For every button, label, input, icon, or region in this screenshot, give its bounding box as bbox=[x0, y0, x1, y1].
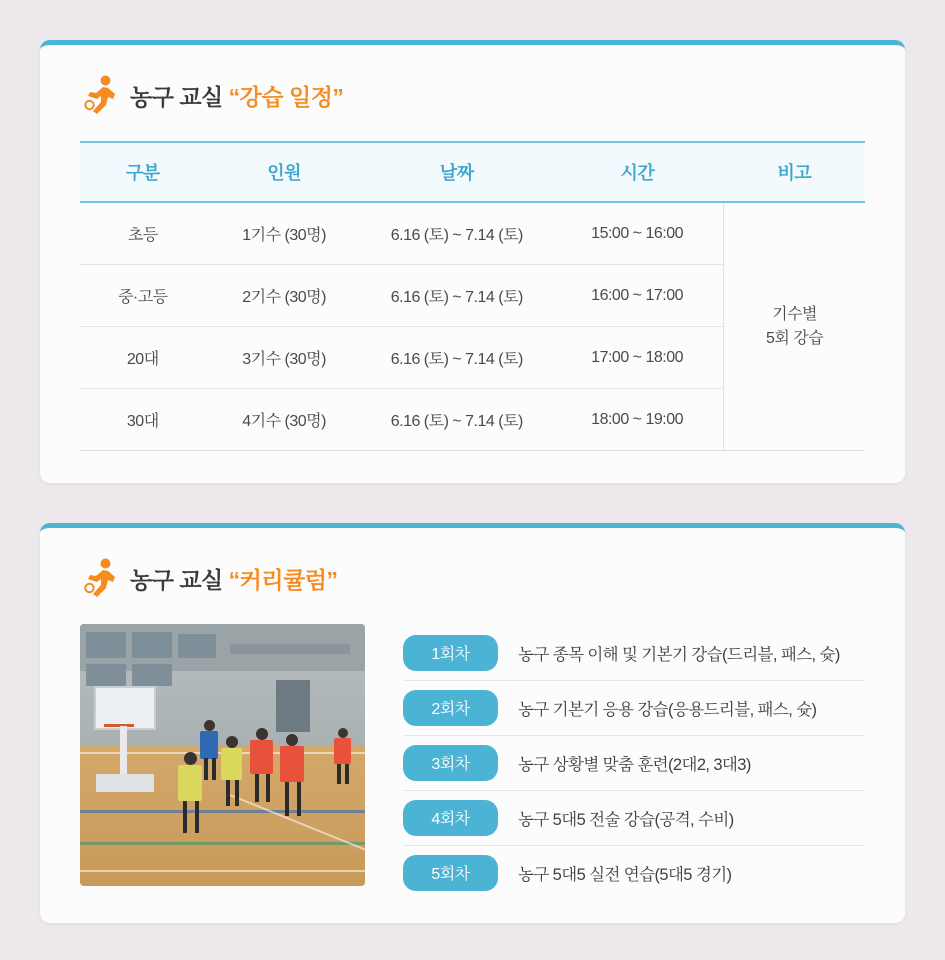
player-leg bbox=[345, 764, 349, 784]
column-header-count: 인원 bbox=[206, 142, 363, 202]
session-badge: 5회차 bbox=[403, 855, 498, 891]
court-line-green bbox=[80, 842, 365, 845]
hoop-base bbox=[96, 774, 154, 792]
cell-date: 6.16 (토) ~ 7.14 (토) bbox=[363, 389, 551, 451]
cell-time: 15:00 ~ 16:00 bbox=[551, 202, 724, 265]
gym-window bbox=[178, 634, 216, 658]
gym-window bbox=[132, 664, 172, 686]
player-body bbox=[200, 731, 218, 759]
gym-window bbox=[132, 632, 172, 658]
session-badge: 1회차 bbox=[403, 635, 498, 671]
player-head bbox=[184, 752, 197, 765]
player-leg bbox=[195, 801, 199, 833]
player-body bbox=[280, 746, 304, 782]
cell-group: 중·고등 bbox=[80, 265, 206, 327]
player-body bbox=[250, 740, 273, 774]
table-row bbox=[80, 202, 865, 265]
list-item bbox=[403, 846, 865, 900]
gym-photo bbox=[80, 624, 365, 886]
session-description: 농구 5대5 전술 강습(공격, 수비) bbox=[518, 811, 734, 829]
list-item bbox=[403, 736, 865, 791]
court-line bbox=[80, 870, 365, 872]
player-head bbox=[204, 720, 215, 731]
court-line-blue bbox=[80, 810, 365, 813]
session-badge: 3회차 bbox=[403, 745, 498, 781]
schedule-title-plain: 농구 교실 bbox=[130, 83, 223, 110]
player-leg bbox=[212, 758, 216, 780]
cell-group: 20대 bbox=[80, 327, 206, 389]
basketball-player-icon bbox=[84, 75, 118, 115]
column-header-remark: 비고 bbox=[724, 142, 865, 202]
curriculum-title bbox=[130, 562, 338, 595]
column-header-date: 날짜 bbox=[363, 142, 551, 202]
cell-time: 17:00 ~ 18:00 bbox=[551, 327, 724, 389]
schedule-title-quoted: “강습 일정” bbox=[228, 83, 344, 110]
gym-window bbox=[86, 664, 126, 686]
list-item bbox=[403, 626, 865, 681]
cell-count: 1기수 (30명) bbox=[206, 202, 363, 265]
cell-count: 3기수 (30명) bbox=[206, 327, 363, 389]
curriculum-title-quoted: “커리큘럼” bbox=[228, 566, 338, 593]
session-badge: 2회차 bbox=[403, 690, 498, 726]
cell-date: 6.16 (토) ~ 7.14 (토) bbox=[363, 265, 551, 327]
cell-date: 6.16 (토) ~ 7.14 (토) bbox=[363, 327, 551, 389]
remark-line-1: 기수별 bbox=[772, 305, 818, 323]
cell-group: 초등 bbox=[80, 202, 206, 265]
gym-banner bbox=[230, 644, 350, 654]
schedule-table bbox=[80, 141, 865, 451]
player-head bbox=[256, 728, 268, 740]
player-body bbox=[334, 738, 351, 764]
session-badge: 4회차 bbox=[403, 800, 498, 836]
player-leg bbox=[235, 780, 239, 806]
curriculum-content bbox=[80, 624, 865, 900]
player-leg bbox=[285, 782, 289, 816]
rim bbox=[104, 724, 134, 727]
player-leg bbox=[183, 801, 187, 833]
column-header-group: 구분 bbox=[80, 142, 206, 202]
curriculum-title-plain: 농구 교실 bbox=[130, 566, 223, 593]
curriculum-card bbox=[40, 523, 905, 923]
curriculum-list bbox=[403, 624, 865, 900]
list-item bbox=[403, 681, 865, 736]
basketball-player-icon bbox=[84, 558, 118, 598]
player-head bbox=[286, 734, 298, 746]
player-head bbox=[338, 728, 348, 738]
cell-remark bbox=[724, 202, 865, 451]
session-description: 농구 종목 이해 및 기본기 강습(드리블, 패스, 슛) bbox=[518, 646, 840, 664]
remark-line-2: 5회 강습 bbox=[765, 329, 824, 347]
session-description: 농구 기본기 응용 강습(응용드리블, 패스, 슛) bbox=[518, 701, 817, 719]
player-head bbox=[226, 736, 238, 748]
list-item bbox=[403, 791, 865, 846]
player-body bbox=[221, 748, 242, 780]
session-description: 농구 상황별 맞춤 훈련(2대2, 3대3) bbox=[518, 756, 751, 774]
player-leg bbox=[204, 758, 208, 780]
schedule-title bbox=[130, 79, 343, 112]
column-header-time: 시간 bbox=[551, 142, 724, 202]
session-description: 농구 5대5 실전 연습(5대5 경기) bbox=[518, 866, 732, 884]
schedule-card bbox=[40, 40, 905, 483]
schedule-heading bbox=[80, 75, 865, 115]
player-leg bbox=[266, 774, 270, 802]
cell-date: 6.16 (토) ~ 7.14 (토) bbox=[363, 202, 551, 265]
player-body bbox=[178, 765, 202, 801]
player-leg bbox=[297, 782, 301, 816]
cell-time: 18:00 ~ 19:00 bbox=[551, 389, 724, 451]
cell-count: 4기수 (30명) bbox=[206, 389, 363, 451]
gym-window bbox=[86, 632, 126, 658]
gym-door bbox=[276, 680, 310, 732]
player-leg bbox=[337, 764, 341, 784]
cell-time: 16:00 ~ 17:00 bbox=[551, 265, 724, 327]
player-leg bbox=[255, 774, 259, 802]
table-header-row bbox=[80, 142, 865, 202]
cell-group: 30대 bbox=[80, 389, 206, 451]
cell-count: 2기수 (30명) bbox=[206, 265, 363, 327]
curriculum-heading bbox=[80, 558, 865, 598]
player-leg bbox=[226, 780, 230, 806]
